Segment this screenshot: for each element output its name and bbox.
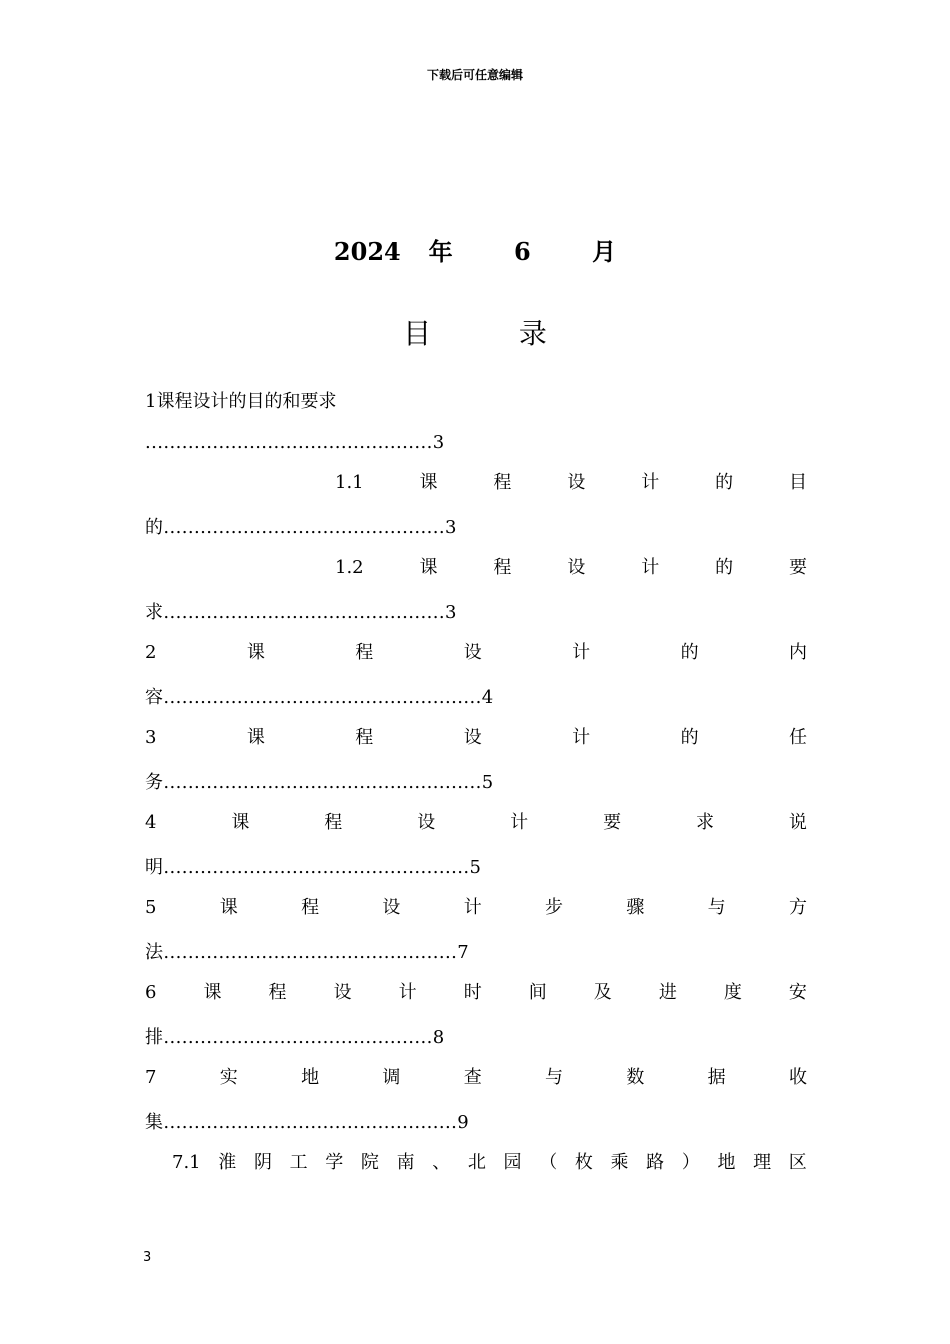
toc-entry-1-2-title-part: 的 [715,557,734,578]
toc-entry-1-2-title-part: 1.2 [335,557,364,578]
toc-entry-1-2-title-part: 要 [788,557,807,578]
toc-entry-1-2-title-part: 计 [641,557,660,578]
toc-entry-5-title-part: 课 [219,897,238,918]
toc-entry-5-title-part: 骤 [626,897,645,918]
toc-entry-7-1-title-part: 、 [432,1152,451,1173]
toc-entry-6-title-part: 计 [398,982,417,1003]
toc-entry-7-title[interactable] [145,1063,807,1093]
toc-entry-1-2-title-part: 设 [567,557,586,578]
toc-entry-2-title-part: 设 [463,642,482,663]
toc-entry-1-1-title-part: 目 [788,472,807,493]
date-month-unit: 月 [592,237,617,266]
toc-entry-5-title-part: 与 [707,897,726,918]
toc-entry-4-title-part: 4 [145,812,157,833]
toc-entry-4-title-part: 说 [788,812,807,833]
toc-heading-char1: 目 [403,317,432,350]
toc-entry-6-title-part: 间 [528,982,547,1003]
toc-entry-5-title-part: 方 [788,897,807,918]
toc-entry-7-title-part: 与 [545,1067,564,1088]
toc-entry-7-1-title-part: 院 [360,1152,379,1173]
toc-entry-7-title-part: 实 [219,1067,238,1088]
toc-entry-1-1-title-part: 的 [715,472,734,493]
toc-entry-7-1-title-part: 地 [717,1152,736,1173]
toc-entry-7-1-title-part: 学 [325,1152,344,1173]
toc-entry-1-1-title-part: 程 [493,472,512,493]
toc-entry-4-title-part: 课 [231,812,250,833]
toc-entry-3-tail[interactable]: 务....................................................5 [145,772,494,793]
toc-entry-6-title-part: 时 [463,982,482,1003]
toc-entry-2-title-part: 课 [246,642,265,663]
toc-entry-1-dots[interactable]: ...............................................3 [145,432,445,453]
toc-entry-2-title-part: 2 [145,642,157,663]
toc-entry-1-2-title-part: 程 [493,557,512,578]
toc-entry-1-1-tail[interactable]: 的..............................................3 [145,517,457,538]
page-number: 3 [143,1250,152,1265]
toc-entry-3-title-part: 计 [572,727,591,748]
toc-entry-6-title-part: 课 [203,982,222,1003]
toc-heading-char2: 录 [518,317,547,350]
toc-entry-2-title-part: 计 [572,642,591,663]
toc-entry-7-title-part: 据 [707,1067,726,1088]
toc-entry-4-title-part: 求 [695,812,714,833]
toc-entry-7-tail[interactable]: 集................................................9 [145,1112,470,1133]
toc-entry-1-2-title-part: 课 [419,557,438,578]
toc-entry-1-1-title-part: 1.1 [335,472,364,493]
toc-entry-6-title-part: 6 [145,982,157,1003]
document-date [0,232,950,267]
toc-entry-7-1-title-part: 北 [467,1152,486,1173]
toc-entry-1-1-title-part: 计 [641,472,660,493]
toc-entry-4-title-part: 要 [603,812,622,833]
toc-entry-7-1-title-part: ） [681,1152,700,1173]
toc-entry-3-title-part: 课 [246,727,265,748]
toc-entry-6-tail[interactable]: 排............................................8 [145,1027,445,1048]
toc-entry-6-title-part: 安 [788,982,807,1003]
toc-entry-7-1-title-part: 南 [396,1152,415,1173]
toc-entry-2-title-part: 内 [788,642,807,663]
toc-entry-4-tail[interactable]: 明..................................................5 [145,857,482,878]
toc-entry-5-title-part: 设 [382,897,401,918]
toc-entry-7-1-title-part: （ [539,1152,558,1173]
toc-entry-2-title-part: 的 [680,642,699,663]
toc-entry-6-title-part: 进 [658,982,677,1003]
toc-entry-3-title-part: 3 [145,727,157,748]
toc-entry-7-1-title-part: 园 [503,1152,522,1173]
toc-entry-7-1-title-part: 枚 [574,1152,593,1173]
toc-entry-6-title-part: 设 [333,982,352,1003]
toc-entry-5-title-part: 5 [145,897,157,918]
toc-entry-7-1-title-part: 工 [289,1152,308,1173]
toc-entry-5-title-part: 程 [301,897,320,918]
toc-entry-3-title-part: 的 [680,727,699,748]
toc-entry-5-title-part: 计 [463,897,482,918]
toc-heading [0,312,950,352]
toc-entry-1-2-title[interactable] [335,553,807,583]
date-year: 2024 [333,237,401,266]
toc-entry-7-title-part: 收 [788,1067,807,1088]
toc-entry-4-title-part: 计 [510,812,529,833]
toc-entry-2-title[interactable] [145,638,807,668]
toc-entry-3-title-part: 设 [463,727,482,748]
toc-entry-7-1-title-part: 7.1 [172,1152,201,1173]
page-header: 下载后可任意编辑 [426,68,523,82]
toc-entry-7-title-part: 调 [382,1067,401,1088]
toc-entry-6-title-part: 度 [723,982,742,1003]
toc-entry-7-1-title[interactable] [172,1148,807,1178]
toc-entry-7-1-title-part: 阴 [253,1152,272,1173]
toc-entry-7-title-part: 查 [463,1067,482,1088]
date-year-unit: 年 [428,237,453,266]
toc-entry-7-1-title-part: 理 [753,1152,772,1173]
toc-entry-7-1-title-part: 淮 [218,1152,237,1173]
toc-entry-2-tail[interactable]: 容....................................................4 [145,687,494,708]
toc-entry-6-title[interactable] [145,978,807,1008]
toc-entry-7-title-part: 7 [145,1067,157,1088]
toc-entry-5-tail[interactable]: 法................................................7 [145,942,470,963]
toc-entry-4-title-part: 设 [417,812,436,833]
toc-entry-1-2-tail[interactable]: 求..............................................3 [145,602,457,623]
toc-entry-6-title-part: 及 [593,982,612,1003]
toc-entry-2-title-part: 程 [355,642,374,663]
toc-entry-3-title[interactable] [145,723,807,753]
toc-entry-6-title-part: 程 [268,982,287,1003]
toc-entry-3-title-part: 程 [355,727,374,748]
toc-entry-1-1-title[interactable] [335,468,807,498]
toc-entry-4-title[interactable] [145,808,807,838]
toc-entry-5-title-part: 步 [545,897,564,918]
toc-entry-4-title-part: 程 [324,812,343,833]
toc-entry-1-1-title-part: 课 [419,472,438,493]
toc-entry-7-1-title-part: 路 [646,1152,665,1173]
toc-entry-7-title-part: 地 [301,1067,320,1088]
toc-entry-1-1-title-part: 设 [567,472,586,493]
toc-entry-5-title[interactable] [145,893,807,923]
date-month: 6 [514,237,531,266]
toc-entry-1-title[interactable]: 1课程设计的目的和要求 [145,391,337,412]
toc-entry-7-title-part: 数 [626,1067,645,1088]
toc-entry-3-title-part: 任 [788,727,807,748]
toc-entry-7-1-title-part: 区 [788,1152,807,1173]
toc-entry-7-1-title-part: 乘 [610,1152,629,1173]
